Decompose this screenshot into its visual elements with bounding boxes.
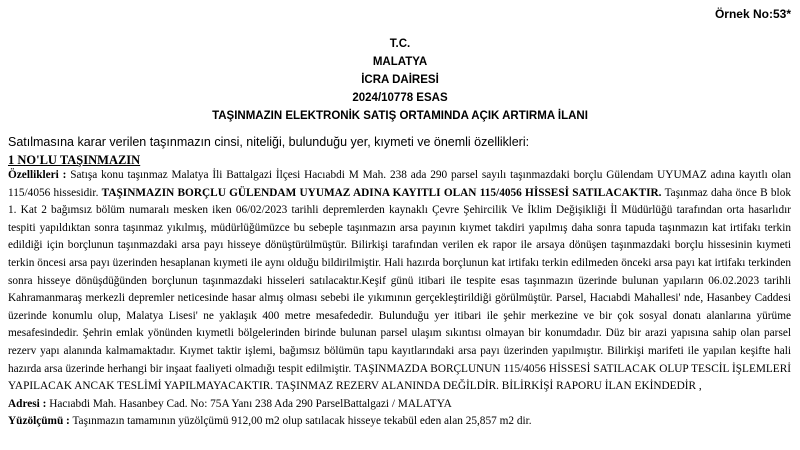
intro-text: Satılmasına karar verilen taşınmazın cinsi, niteliği, bulunduğu yer, kıymeti ve önemli özellikleri: [8, 135, 530, 149]
area-label: Yüzölçümü : [8, 415, 70, 428]
property-details [8, 167, 791, 431]
header-office: İCRA DAİRESİ [361, 74, 439, 86]
features-paragraph [8, 167, 791, 396]
features-emphasis: TAŞINMAZIN BORÇLU GÜLENDAM UYUMAZ ADINA KAYITLI OLAN 115/4056 HİSSESİ SATILACAKTIR. [101, 186, 662, 199]
document-header [0, 35, 800, 107]
features-text-1: Satışa konu taşınmaz Malatya İli Battalgazi İlçesi Hacıabdi M Mah. 238 ada 290 parsel sayılı taşınmazdaki borçlu Gülendam UYUMAZ adına kayıtlı olan 115/4056 hissesidir. [8, 169, 792, 199]
address-paragraph [8, 396, 791, 414]
form-number: Örnek No:53* [714, 7, 791, 21]
header-city: MALATYA [372, 56, 428, 68]
header-case-number: 2024/10778 ESAS [352, 92, 448, 104]
document-title: TAŞINMAZIN ELEKTRONİK SATIŞ ORTAMINDA AÇIK ARTIRMA İLANI [212, 110, 588, 122]
section-title: 1 NO'LU TAŞINMAZIN [8, 153, 141, 167]
features-text-2: Taşınmaz daha önce B blok 1. Kat 2 bağımsız bölüm numaralı mesken iken 06/02/2023 tarihli depremlerden kaynaklı Çevre Şehircilik Ve İklim Değişikliği İl Müdürlüğü tarafından orta hasarlıdır tespiti yapıldıktan sonra taşınmaz yıkılmış, müdürlüğümüzce bu sebeple taşınmazın arsa payının kıymet takdiri yapılmış daha sonra tapuda taşınmazın kat irtifakı terkin edildiği için borçlunun taşınmazdaki arsa payı hisseye dönüştürülmüştür. Bilirkişi tarafından verilen ek rapor ile arsaya dönüşen taşınmazdaki borçlu hissesinin kıymeti terkin öncesi arsa payı üzerinden hesaplanan kıymeti ile aynı olduğu bildirilmiştir. Hali hazırda borçlunun kat irtifakı terkin edilmeden önceki arsa payı kat irtifakı terkinden sonra hisseye dönüşdüğünden borçlunun taşınmazdaki hisseleri satılacaktır.Keşif günü itibari ile tespite esas taşınmazın üzerinde bulunan yapıların 06.02.2023 tarihli Kahramanmaraş merkezli depremler neticesinde hasar almış olması sebebi ile yıkımının gerçekleştirildiği görülmüştür. Parsel, Hacıabdi Mahallesi' nde, Hasanbey Caddesi üzerinde konumlu olup, Malatya Lisesi' ne yaklaşık 400 metre mesafededir. Bulunduğu yer itibari ile şehir merkezine ve bir çok sosyal donatı alanlarına yürüme mesafesindedir. Şehrin emlak yönünden kıymetli bölgelerinden birinde bulunan parsel ulaşım sıkıntısı olmayan bir konumdadır. Düz bir arazi yapısına sahip olan parsel rezerv yapı alanında kalmamaktadır. Kıymet taktir işlemi, bağımsız bölümün tapu kayıtlarındaki arsa payı üzerinden yapılmıştır. Bilirkişi marifeti ile yapılan keşifte hali hazırda arsa üzerinde herhangi bir inşaat faaliyeti olmadığı tespit edilmiştir. [8, 186, 791, 375]
address-text: Hacıabdi Mah. Hasanbey Cad. No: 75A Yanı 238 Ada 290 ParselBattalgazi / MALATYA [46, 397, 452, 410]
address-label: Adresi : [8, 397, 47, 410]
header-republic: T.C. [389, 38, 411, 50]
features-caps-text: TAŞINMAZDA BORÇLUNUN 115/4056 HİSSESİ SATILACAK OLUP TESCİL İŞLEMLERİ YAPILACAK ANCAK TESLİMİ YAPILMAYACAKTIR. TAŞINMAZ REZERV ALANINDA DEĞİLDİR. BİLİRKİŞİ RAPORU İLAN EKİNDEDİR , [8, 362, 792, 393]
features-label: Özellikleri : [8, 169, 67, 181]
area-text: Taşınmazın tamamının yüzölçümü 912,00 m2 olup satılacak hisseye tekabül eden alan 25,857 m2 dir. [69, 415, 532, 428]
area-paragraph [8, 413, 791, 431]
